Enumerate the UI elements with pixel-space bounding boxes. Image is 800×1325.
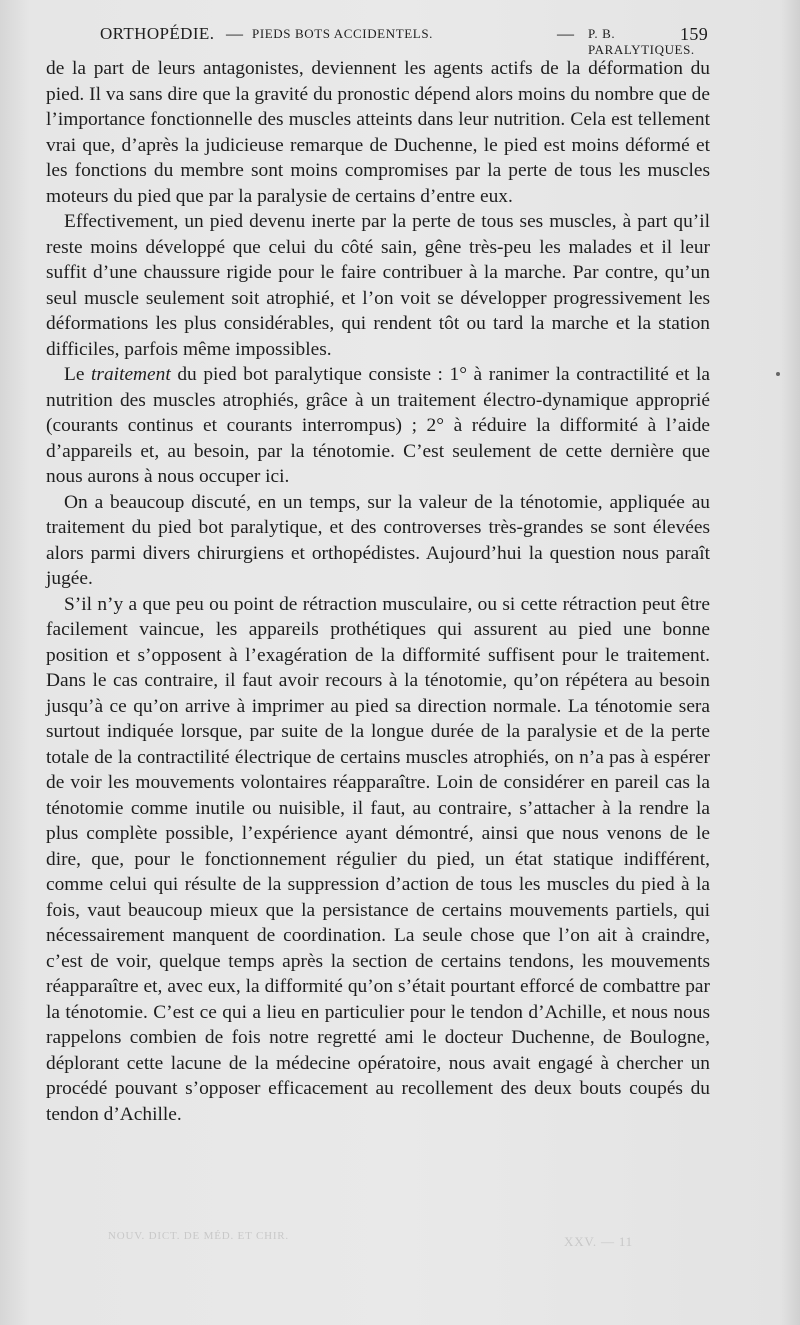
running-head-subsection: P. B. PARALYTIQUES.: [588, 26, 695, 57]
paragraph-rest: du pied bot paralytique consiste : 1° à ranimer la contractilité et la nutrition des muscles atrophiés, grâce à un traitement électro-dynamique approprié (courants continus et courants interrompus) ; 2° à réduire la difformité à l’aide d’appareils et, au besoin, par la ténotomie. C’est seulement de cette dernière que nous aurons à nous occuper ici.: [46, 364, 710, 487]
running-head-separator: —: [557, 24, 575, 43]
footer-volume: XXV. — 11: [564, 1234, 633, 1249]
body-text: [46, 56, 710, 1127]
footer-signature: NOUV. DICT. DE MÉD. ET CHIR.: [108, 1230, 289, 1242]
paragraph: de la part de leurs antagonistes, deviennent les agents actifs de la déformation du pied. Il va sans dire que la gravité du pronostic dépend alors moins du nombre que de l’importance fonctionnelle des muscles atteints dans leur nutrition. Cela est tellement vrai que, d’après la judicieuse remarque de Duchenne, le pied est moins déformé et les fonctions du membre sont moins compromises par la perte de tous les muscles moteurs du pied que par la paralysie de certains d’entre eux.: [46, 58, 710, 207]
paragraph: S’il n’y a que peu ou point de rétraction musculaire, ou si cette rétraction peut être facilement vaincue, les appareils prothétiques qui assurent au pied une bonne position et s’opposent à l’exagération de la difformité suffisent pour le traitement. Dans le cas contraire, il faut avoir recours à la ténotomie, qu’on répétera au besoin jusqu’à ce qu’on arrive à imprimer au pied sa direction normale. La ténotomie sera surtout indiquée lorsque, par suite de la longue durée de la paralysie et de la perte totale de la contractilité électrique de certains muscles atrophiés, on n’a pas à espérer de voir les mouvements volontaires réapparaître. Loin de considérer en pareil cas la ténotomie comme inutile ou nuisible, il faut, au contraire, s’attacher à la rendre la plus complète possible, l’expérience ayant démontré, ainsi que nous venons de le dire, que, pour le fonctionnement régulier du pied, un état statique indifférent, comme celui qui résulte de la suppression d’action de tous les muscles du pied à la fois, vaut beaucoup mieux que la persistance de certains mouvements partiels, qui nécessairement manquent de coordination. La seule chose que l’on ait à craindre, c’est de voir, quelque temps après la section de certains tendons, les mouvements réapparaître et, avec eux, la difformité qu’on s’était pourtant efforcé de combattre par la ténotomie. C’est ce qui a lieu en particulier pour le tendon d’Achille, et nous nous rappelons combien de fois notre regretté ami le docteur Duchenne, de Boulogne, déplorant cette lacune de la médecine opératoire, nous avait engagé à chercher un procédé pouvant s’opposer efficacement au recollement des deux bouts coupés du tendon d’Achille.: [46, 593, 710, 1125]
page-speck: [776, 372, 780, 376]
running-head-separator: —: [226, 24, 244, 43]
paragraph: Effectivement, un pied devenu inerte par la perte de tous ses muscles, à part qu’il reste moins développé que celui du côté sain, gêne très-peu les malades et il leur suffit d’une chaussure rigide pour le faire contribuer à la marche. Par contre, qu’un seul muscle seulement soit atrophié, et l’on voit se développer progressivement les déformations les plus considérables, qui rendent tôt ou tard la marche et la station difficiles, parfois même impossibles.: [46, 211, 710, 360]
emphasized-term: traitement: [91, 364, 171, 385]
running-head-section: ORTHOPÉDIE.: [100, 24, 215, 43]
paragraph: [46, 362, 710, 490]
paragraph: On a beaucoup discuté, en un temps, sur la valeur de la ténotomie, appliquée au traitement du pied bot paralytique, et des controverses très-grandes se sont élevées alors parmi divers chirurgiens et orthopédistes. Aujourd’hui la question nous paraît jugée.: [46, 491, 710, 589]
running-head-chapter: PIEDS BOTS ACCIDENTELS.: [252, 26, 434, 41]
running-head: [100, 24, 710, 57]
page-number: 159: [680, 24, 709, 44]
page-footer: [108, 1228, 728, 1258]
paragraph-lead: Le: [64, 364, 92, 385]
